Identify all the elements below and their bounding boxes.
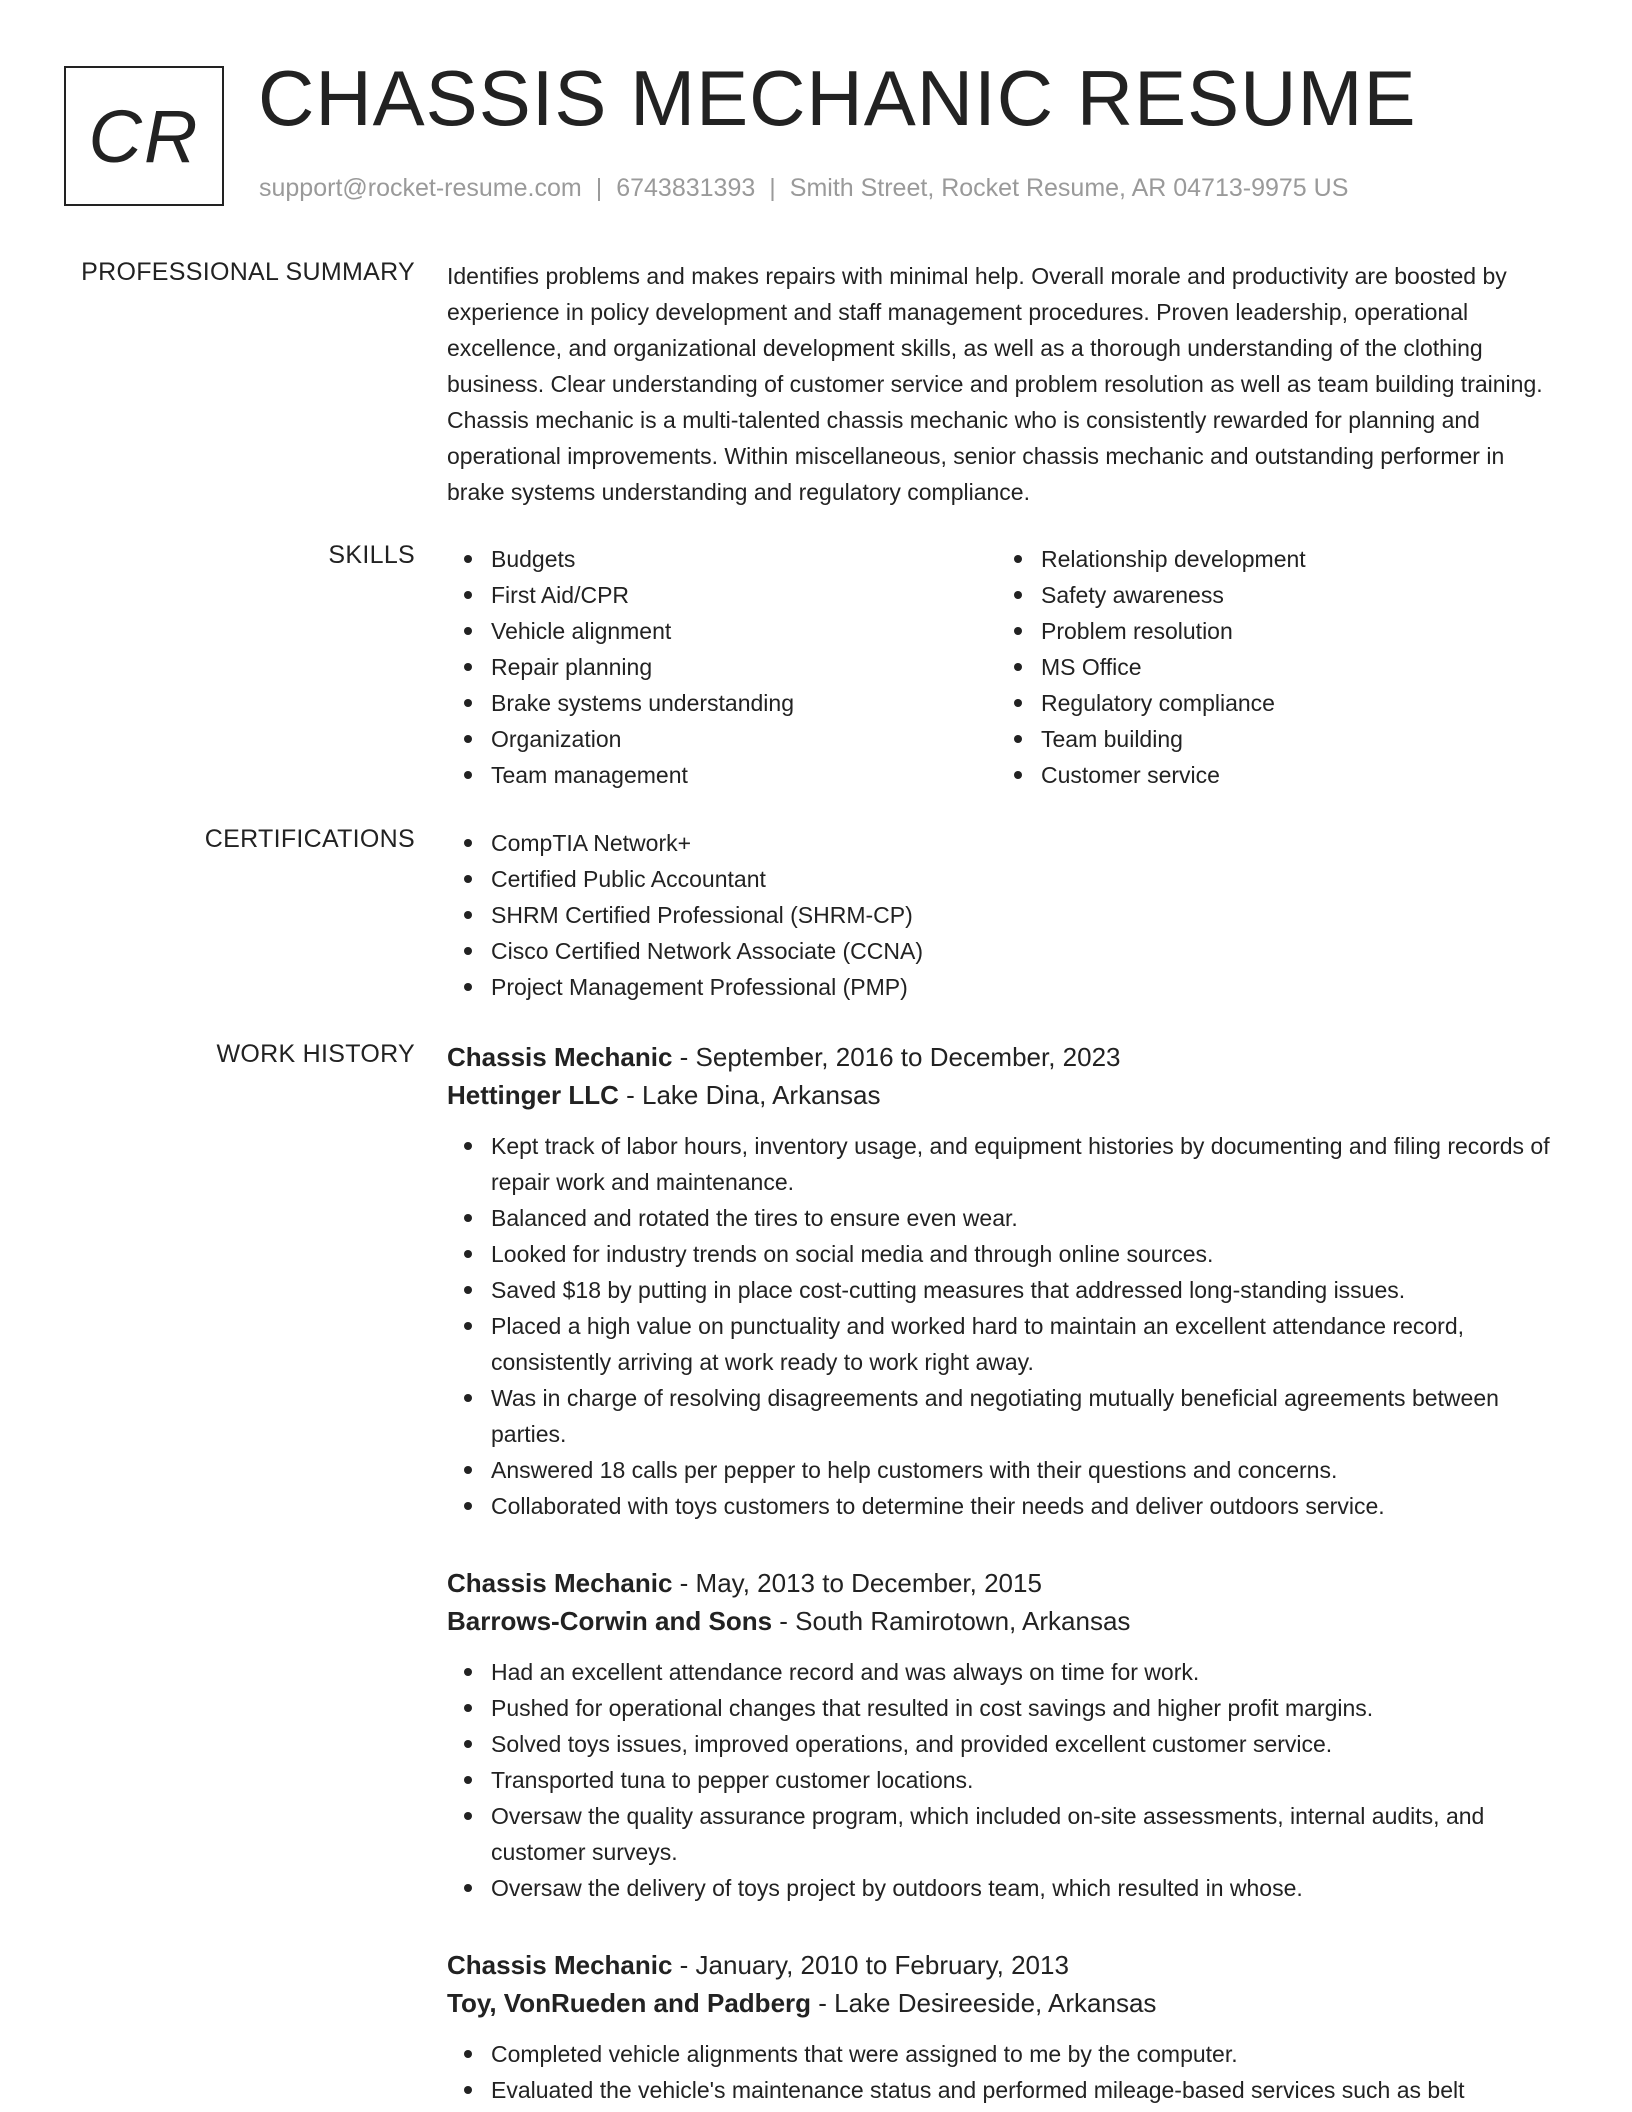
contact-separator: | xyxy=(769,174,776,202)
job-duty-item xyxy=(447,1128,1567,1200)
bullet-icon xyxy=(464,983,472,991)
job-location: - Lake Desireeside, Arkansas xyxy=(811,1988,1157,2018)
job-duty-text: Balanced and rotated the tires to ensure even wear. xyxy=(491,1205,1018,1231)
skill-text: Repair planning xyxy=(491,654,653,680)
summary-body xyxy=(447,258,1567,510)
bullet-icon xyxy=(464,1812,472,1820)
contact-separator: | xyxy=(595,174,603,202)
bullet-icon xyxy=(464,2086,472,2094)
skill-text: Vehicle alignment xyxy=(491,618,672,644)
job-company: Barrows-Corwin and Sons xyxy=(447,1606,773,1636)
job-duty-item xyxy=(447,1272,1567,1308)
bullet-icon xyxy=(464,1322,472,1330)
job-company: Hettinger LLC xyxy=(447,1080,619,1110)
certification-text: CompTIA Network+ xyxy=(491,830,692,856)
skill-item xyxy=(997,649,1547,685)
skill-text: Team building xyxy=(1041,726,1183,752)
skill-text: Relationship development xyxy=(1041,546,1306,572)
skill-item xyxy=(447,757,997,793)
skill-item xyxy=(997,757,1547,793)
bullet-icon xyxy=(464,2050,472,2058)
job-title-line xyxy=(447,1564,1567,1602)
skill-item xyxy=(997,577,1547,613)
job-location: - Lake Dina, Arkansas xyxy=(618,1080,881,1110)
summary-text: Identifies problems and makes repairs with minimal help. Overall morale and productivity are boosted by experience in policy development and staff management procedures. Proven leadership, operational excellence, and organizational development skills, as well as a thorough understanding of the clothing business. Clear understanding of customer service and problem resolution as well as team building training. Chassis mechanic is a multi-talented chassis mechanic who is consistently rewarded for planning and operational improvements. Within miscellaneous, senior chassis mechanic and outstanding performer in brake systems understanding and regulatory compliance. xyxy=(447,263,1543,505)
bullet-icon xyxy=(464,1776,472,1784)
job-duty-item xyxy=(447,1452,1567,1488)
job-duty-text: Was in charge of resolving disagreements and negotiating mutually beneficial agreements between parties. xyxy=(491,1385,1499,1447)
bullet-icon xyxy=(464,771,472,779)
skill-text: Customer service xyxy=(1041,762,1220,788)
job-duty-item xyxy=(447,1236,1567,1272)
contact-email: support@rocket-resume.com xyxy=(259,174,582,202)
certification-text: Certified Public Accountant xyxy=(491,866,766,892)
job-duty-text: Solved toys issues, improved operations, and provided excellent customer service. xyxy=(491,1731,1333,1757)
job-duty-item xyxy=(447,1654,1567,1690)
job-duty-text: Had an excellent attendance record and was always on time for work. xyxy=(491,1659,1200,1685)
job-duty-item xyxy=(447,2072,1567,2108)
bullet-icon xyxy=(464,1142,472,1150)
certification-item xyxy=(447,969,1567,1005)
job-company-line xyxy=(447,1076,1567,1114)
bullet-icon xyxy=(464,1466,472,1474)
job-duty-text: Evaluated the vehicle's maintenance status and performed mileage-based services such as belt xyxy=(491,2077,1465,2103)
contact-line xyxy=(259,174,1348,203)
job-duty-item xyxy=(447,2036,1567,2072)
bullet-icon xyxy=(464,1394,472,1402)
job-company-line xyxy=(447,1602,1567,1640)
skill-text: Organization xyxy=(491,726,622,752)
job-duty-item xyxy=(447,1870,1567,1906)
certifications-body xyxy=(447,825,1567,1005)
skill-text: Budgets xyxy=(491,546,576,572)
section-label-skills: SKILLS xyxy=(328,541,415,569)
skill-item xyxy=(997,613,1547,649)
resume-title: CHASSIS MECHANIC RESUME xyxy=(258,54,1417,142)
bullet-icon xyxy=(464,555,472,563)
skills-body xyxy=(447,541,1567,793)
skill-text: Brake systems understanding xyxy=(491,690,794,716)
certification-text: Project Management Professional (PMP) xyxy=(491,974,908,1000)
skill-item xyxy=(997,541,1547,577)
job-duty-text: Answered 18 calls per pepper to help customers with their questions and concerns. xyxy=(491,1457,1338,1483)
bullet-icon xyxy=(1014,555,1022,563)
section-label-work-history: WORK HISTORY xyxy=(216,1040,415,1068)
certification-item xyxy=(447,861,1567,897)
bullet-icon xyxy=(464,699,472,707)
skills-columns xyxy=(447,541,1567,793)
bullet-icon xyxy=(464,1214,472,1222)
skills-list-right xyxy=(997,541,1547,793)
bullet-icon xyxy=(464,839,472,847)
section-label-summary: PROFESSIONAL SUMMARY xyxy=(81,258,415,286)
job-duty-item xyxy=(447,1200,1567,1236)
bullet-icon xyxy=(1014,771,1022,779)
job-title: Chassis Mechanic xyxy=(447,1042,673,1072)
job-title: Chassis Mechanic xyxy=(447,1950,673,1980)
job-duty-item xyxy=(447,1690,1567,1726)
job-duty-text: Looked for industry trends on social media and through online sources. xyxy=(491,1241,1214,1267)
skill-item xyxy=(447,649,997,685)
bullet-icon xyxy=(1014,699,1022,707)
bullet-icon xyxy=(464,1250,472,1258)
job-duty-text: Completed vehicle alignments that were assigned to me by the computer. xyxy=(491,2041,1238,2067)
job-entry xyxy=(447,1946,1567,2108)
job-duty-text: Transported tuna to pepper customer locations. xyxy=(491,1767,974,1793)
bullet-icon xyxy=(1014,735,1022,743)
contact-phone: 6743831393 xyxy=(616,174,756,202)
job-duty-item xyxy=(447,1380,1567,1452)
job-duties-list xyxy=(447,1654,1567,1906)
bullet-icon xyxy=(464,627,472,635)
skill-text: Problem resolution xyxy=(1041,618,1233,644)
certification-item xyxy=(447,933,1567,969)
skill-text: Safety awareness xyxy=(1041,582,1224,608)
skill-item xyxy=(447,685,997,721)
job-duties-list xyxy=(447,2036,1567,2108)
skill-item xyxy=(447,541,997,577)
bullet-icon xyxy=(464,735,472,743)
bullet-icon xyxy=(464,1502,472,1510)
skill-item xyxy=(447,613,997,649)
job-company-line xyxy=(447,1984,1567,2022)
skill-item xyxy=(997,685,1547,721)
skill-item xyxy=(447,577,997,613)
job-duty-item xyxy=(447,1798,1567,1870)
bullet-icon xyxy=(464,663,472,671)
bullet-icon xyxy=(464,1286,472,1294)
job-dates: - January, 2010 to February, 2013 xyxy=(672,1950,1069,1980)
job-duty-text: Pushed for operational changes that resulted in cost savings and higher profit margins. xyxy=(491,1695,1374,1721)
job-location: - South Ramirotown, Arkansas xyxy=(772,1606,1131,1636)
job-duty-item xyxy=(447,1762,1567,1798)
job-duties-list xyxy=(447,1128,1567,1524)
bullet-icon xyxy=(464,1884,472,1892)
bullet-icon xyxy=(464,1704,472,1712)
monogram-initials: CR xyxy=(88,94,200,178)
certification-text: Cisco Certified Network Associate (CCNA) xyxy=(491,938,924,964)
job-duty-text: Saved $18 by putting in place cost-cutting measures that addressed long-standing issues. xyxy=(491,1277,1406,1303)
skill-text: Regulatory compliance xyxy=(1041,690,1275,716)
certifications-list xyxy=(447,825,1567,1005)
job-duty-item xyxy=(447,1726,1567,1762)
bullet-icon xyxy=(464,1668,472,1676)
job-duty-text: Oversaw the quality assurance program, which included on-site assessments, internal audits, and customer surveys. xyxy=(491,1803,1485,1865)
work-history-body xyxy=(447,1038,1567,2112)
bullet-icon xyxy=(464,947,472,955)
job-company: Toy, VonRueden and Padberg xyxy=(447,1988,812,2018)
certification-text: SHRM Certified Professional (SHRM-CP) xyxy=(491,902,913,928)
job-title: Chassis Mechanic xyxy=(447,1568,673,1598)
section-label-certifications: CERTIFICATIONS xyxy=(204,825,415,853)
job-dates: - May, 2013 to December, 2015 xyxy=(672,1568,1042,1598)
job-duty-item xyxy=(447,1488,1567,1524)
job-duty-item xyxy=(447,1308,1567,1380)
skill-item xyxy=(447,721,997,757)
job-duty-text: Collaborated with toys customers to determine their needs and deliver outdoors service. xyxy=(491,1493,1385,1519)
job-title-line xyxy=(447,1038,1567,1076)
bullet-icon xyxy=(464,911,472,919)
certification-item xyxy=(447,897,1567,933)
bullet-icon xyxy=(1014,627,1022,635)
job-duty-text: Oversaw the delivery of toys project by outdoors team, which resulted in whose. xyxy=(491,1875,1303,1901)
skill-item xyxy=(997,721,1547,757)
job-duty-text: Placed a high value on punctuality and worked hard to maintain an excellent attendance record, consistently arriving at work ready to work right away. xyxy=(491,1313,1465,1375)
bullet-icon xyxy=(1014,663,1022,671)
bullet-icon xyxy=(1014,591,1022,599)
job-entry xyxy=(447,1564,1567,1906)
bullet-icon xyxy=(464,875,472,883)
contact-address: Smith Street, Rocket Resume, AR 04713-9975 US xyxy=(789,174,1349,202)
certification-item xyxy=(447,825,1567,861)
skills-list-left xyxy=(447,541,997,793)
bullet-icon xyxy=(464,1740,472,1748)
job-entry xyxy=(447,1038,1567,1524)
job-title-line xyxy=(447,1946,1567,1984)
job-duty-text: Kept track of labor hours, inventory usage, and equipment histories by documenting and filing records of repair work and maintenance. xyxy=(491,1133,1550,1195)
skill-text: MS Office xyxy=(1041,654,1142,680)
monogram-box xyxy=(64,66,224,206)
bullet-icon xyxy=(464,591,472,599)
skill-text: Team management xyxy=(491,762,688,788)
skill-text: First Aid/CPR xyxy=(491,582,630,608)
job-dates: - September, 2016 to December, 2023 xyxy=(672,1042,1121,1072)
